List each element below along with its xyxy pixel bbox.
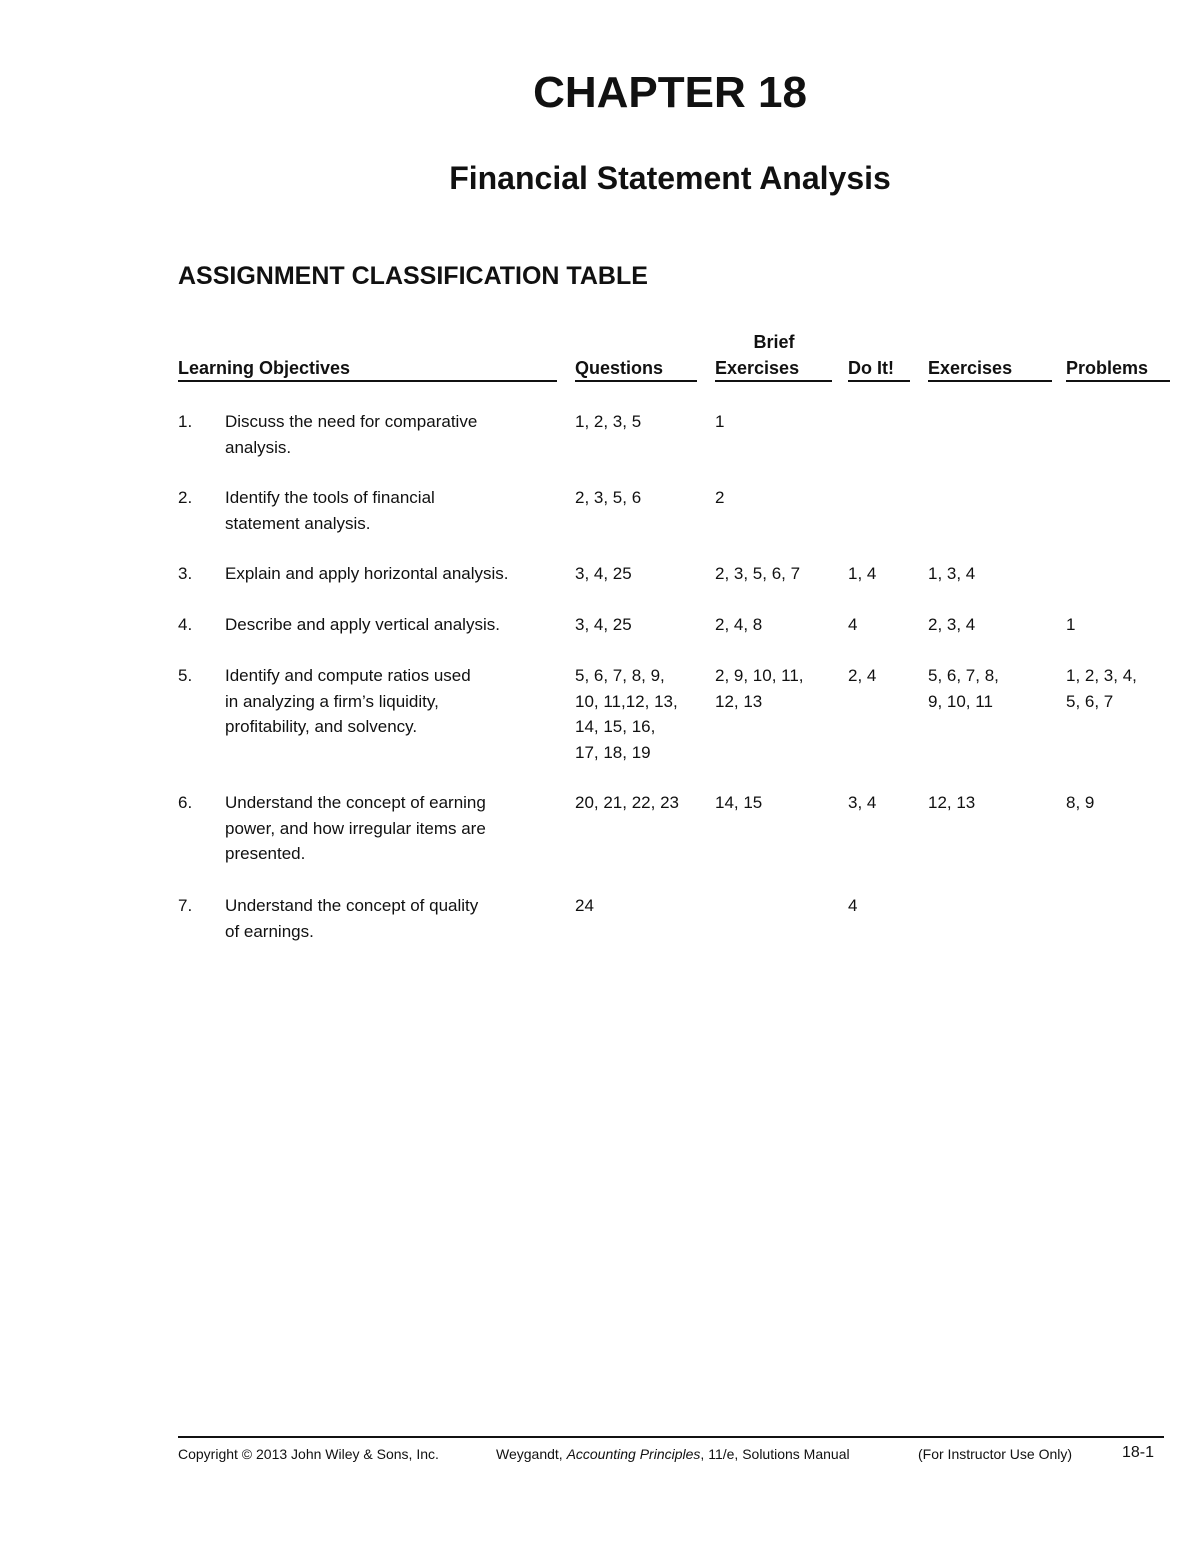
chapter-title: CHAPTER 18	[533, 68, 807, 117]
objective-text: Explain and apply horizontal analysis.	[225, 564, 509, 583]
do-it-cell: 1, 4	[848, 564, 877, 583]
brief-exercises-cell: 2, 4, 8	[715, 615, 763, 634]
footer-author: Weygandt,	[496, 1446, 567, 1462]
problems-cell: 1, 2, 3, 4, 5, 6, 7	[1066, 666, 1137, 711]
objective-text: Identify and compute ratios used in analyzing a firm’s liquidity, profitability, and solvency.	[225, 666, 471, 736]
questions-cell: 24	[575, 896, 594, 915]
brief-exercises-cell: 2, 3, 5, 6, 7	[715, 564, 801, 583]
objective-text: Discuss the need for comparative analysis.	[225, 412, 478, 457]
footer-instructor-note: (For Instructor Use Only)	[918, 1446, 1073, 1462]
objective-number: 7.	[178, 896, 193, 915]
footer-book-title: Accounting Principles	[566, 1446, 701, 1462]
objective-text: Identify the tools of financial statement analysis.	[225, 488, 435, 533]
header-learning-objectives: Learning Objectives	[178, 358, 351, 378]
header-questions: Questions	[575, 358, 664, 378]
questions-cell: 20, 21, 22, 23	[575, 793, 679, 812]
header-underline	[575, 380, 697, 382]
header-underline	[928, 380, 1052, 382]
objective-text: Understand the concept of earning power, and how irregular items are presented.	[225, 793, 486, 863]
header-underline	[715, 380, 832, 382]
section-heading: ASSIGNMENT CLASSIFICATION TABLE	[178, 262, 648, 290]
objective-text: Understand the concept of quality of earnings.	[225, 896, 479, 941]
objective-text: Describe and apply vertical analysis.	[225, 615, 500, 634]
questions-cell: 1, 2, 3, 5	[575, 412, 642, 431]
do-it-cell: 4	[848, 615, 858, 634]
exercises-cell: 5, 6, 7, 8, 9, 10, 11	[928, 666, 999, 711]
do-it-cell: 2, 4	[848, 666, 877, 685]
questions-cell: 5, 6, 7, 8, 9, 10, 11,12, 13, 14, 15, 16, 17, 18, 19	[575, 666, 678, 762]
do-it-cell: 3, 4	[848, 793, 877, 812]
objective-number: 5.	[178, 666, 193, 685]
brief-exercises-cell: 2	[715, 488, 725, 507]
do-it-cell: 4	[848, 896, 858, 915]
objective-number: 6.	[178, 793, 193, 812]
footer-edition: , 11/e, Solutions Manual	[700, 1446, 850, 1462]
exercises-cell: 2, 3, 4	[928, 615, 976, 634]
questions-cell: 3, 4, 25	[575, 615, 632, 634]
footer-source	[496, 1446, 850, 1462]
problems-cell: 8, 9	[1066, 793, 1095, 812]
footer-rule	[178, 1436, 1164, 1438]
brief-exercises-cell: 2, 9, 10, 11, 12, 13	[715, 666, 804, 711]
questions-cell: 3, 4, 25	[575, 564, 632, 583]
header-brief-exercises: Exercises	[715, 358, 800, 378]
exercises-cell: 1, 3, 4	[928, 564, 976, 583]
brief-exercises-cell: 14, 15	[715, 793, 763, 812]
objective-number: 4.	[178, 615, 193, 634]
questions-cell: 2, 3, 5, 6	[575, 488, 642, 507]
objective-number: 3.	[178, 564, 193, 583]
objective-number: 1.	[178, 412, 193, 431]
exercises-cell: 12, 13	[928, 793, 976, 812]
header-problems: Problems	[1066, 358, 1149, 378]
header-brief: Brief	[753, 332, 795, 352]
page-number: 18-1	[1122, 1444, 1155, 1461]
header-underline	[178, 380, 557, 382]
header-underline	[1066, 380, 1170, 382]
footer-copyright: Copyright © 2013 John Wiley & Sons, Inc.	[178, 1446, 439, 1462]
chapter-subtitle: Financial Statement Analysis	[449, 160, 891, 196]
objective-number: 2.	[178, 488, 193, 507]
header-do-it: Do It!	[848, 358, 894, 378]
problems-cell: 1	[1066, 615, 1076, 634]
header-exercises: Exercises	[928, 358, 1013, 378]
header-underline	[848, 380, 910, 382]
brief-exercises-cell: 1	[715, 412, 725, 431]
